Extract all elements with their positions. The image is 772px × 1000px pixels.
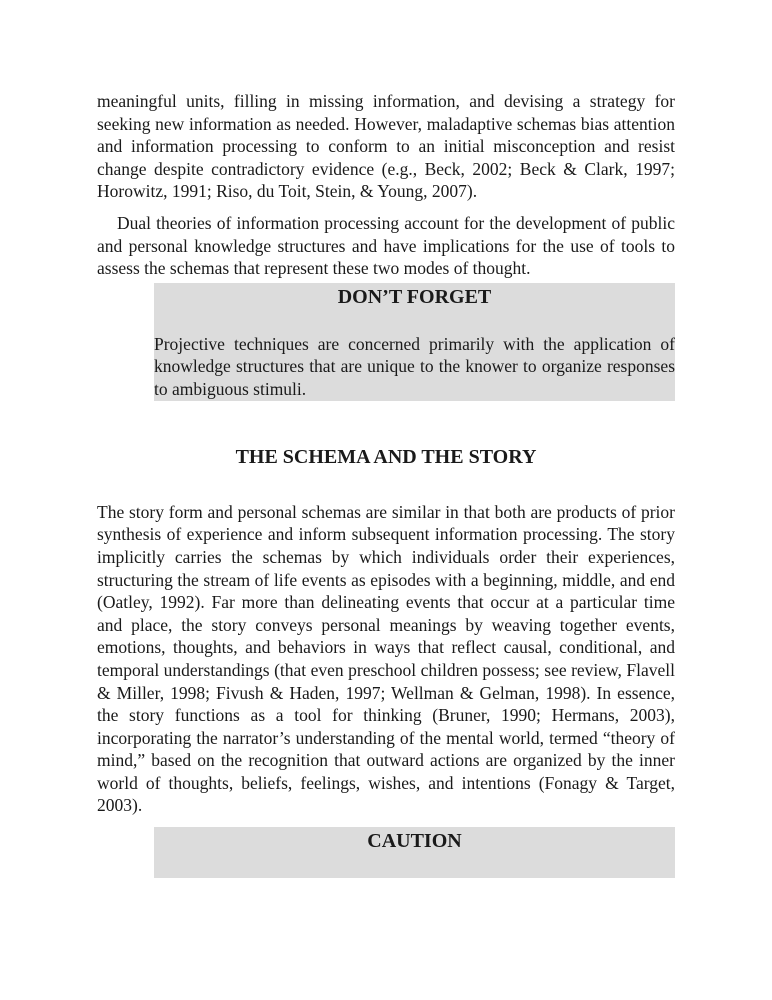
dont-forget-box xyxy=(154,283,675,401)
page-content xyxy=(97,90,675,878)
paragraph-dual-theories: Dual theories of information processing account for the development of public and personal knowledge structures and have implications for the use of tools to assess the schemas that represent these two modes of thought. xyxy=(97,212,675,279)
caution-title: CAUTION xyxy=(367,830,462,853)
paragraph-schemas: meaningful units, filling in missing information, and devising a strategy for seeking new information as needed. However, maladaptive schemas bias attention and information processing to conform to an initial misconception and resist change despite contradictory evidence (e.g., Beck, 2002; Beck & Clark, 1997; Horowitz, 1991; Riso, du Toit, Stein, & Young, 2007). xyxy=(97,91,675,202)
dont-forget-text: Projective techniques are concerned primarily with the application of knowledge structures that are unique to the knower to organize responses to ambiguous stimuli. xyxy=(154,333,675,399)
section-heading: THE SCHEMA AND THE STORY xyxy=(235,445,537,468)
dont-forget-title: DON’T FORGET xyxy=(337,285,492,308)
caution-box xyxy=(154,827,675,878)
paragraph-schema-story: The story form and personal schemas are similar in that both are products of prior synthesis of experience and inform subsequent information processing. The story implicitly carries the schemas by which individuals order their experiences, structuring the stream of life events as episodes with a beginning, middle, and end (Oatley, 1992). Far more than delineating events that occur at a particular time and place, the story conveys personal meanings by weaving together events, emotions, thoughts, and behaviors in ways that reflect causal, conditional, and temporal understandings (that even preschool children possess; see review, Flavell & Miller, 1998; Fivush & Haden, 1997; Wellman & Gelman, 1998). In essence, the story functions as a tool for thinking (Bruner, 1990; Hermans, 2003), incorporating the narrator’s understanding of the mental world, termed “theory of mind,” based on the recognition that outward actions are organized by the inner world of thoughts, beliefs, feelings, wishes, and intentions (Fonagy & Target, 2003). xyxy=(97,501,675,816)
